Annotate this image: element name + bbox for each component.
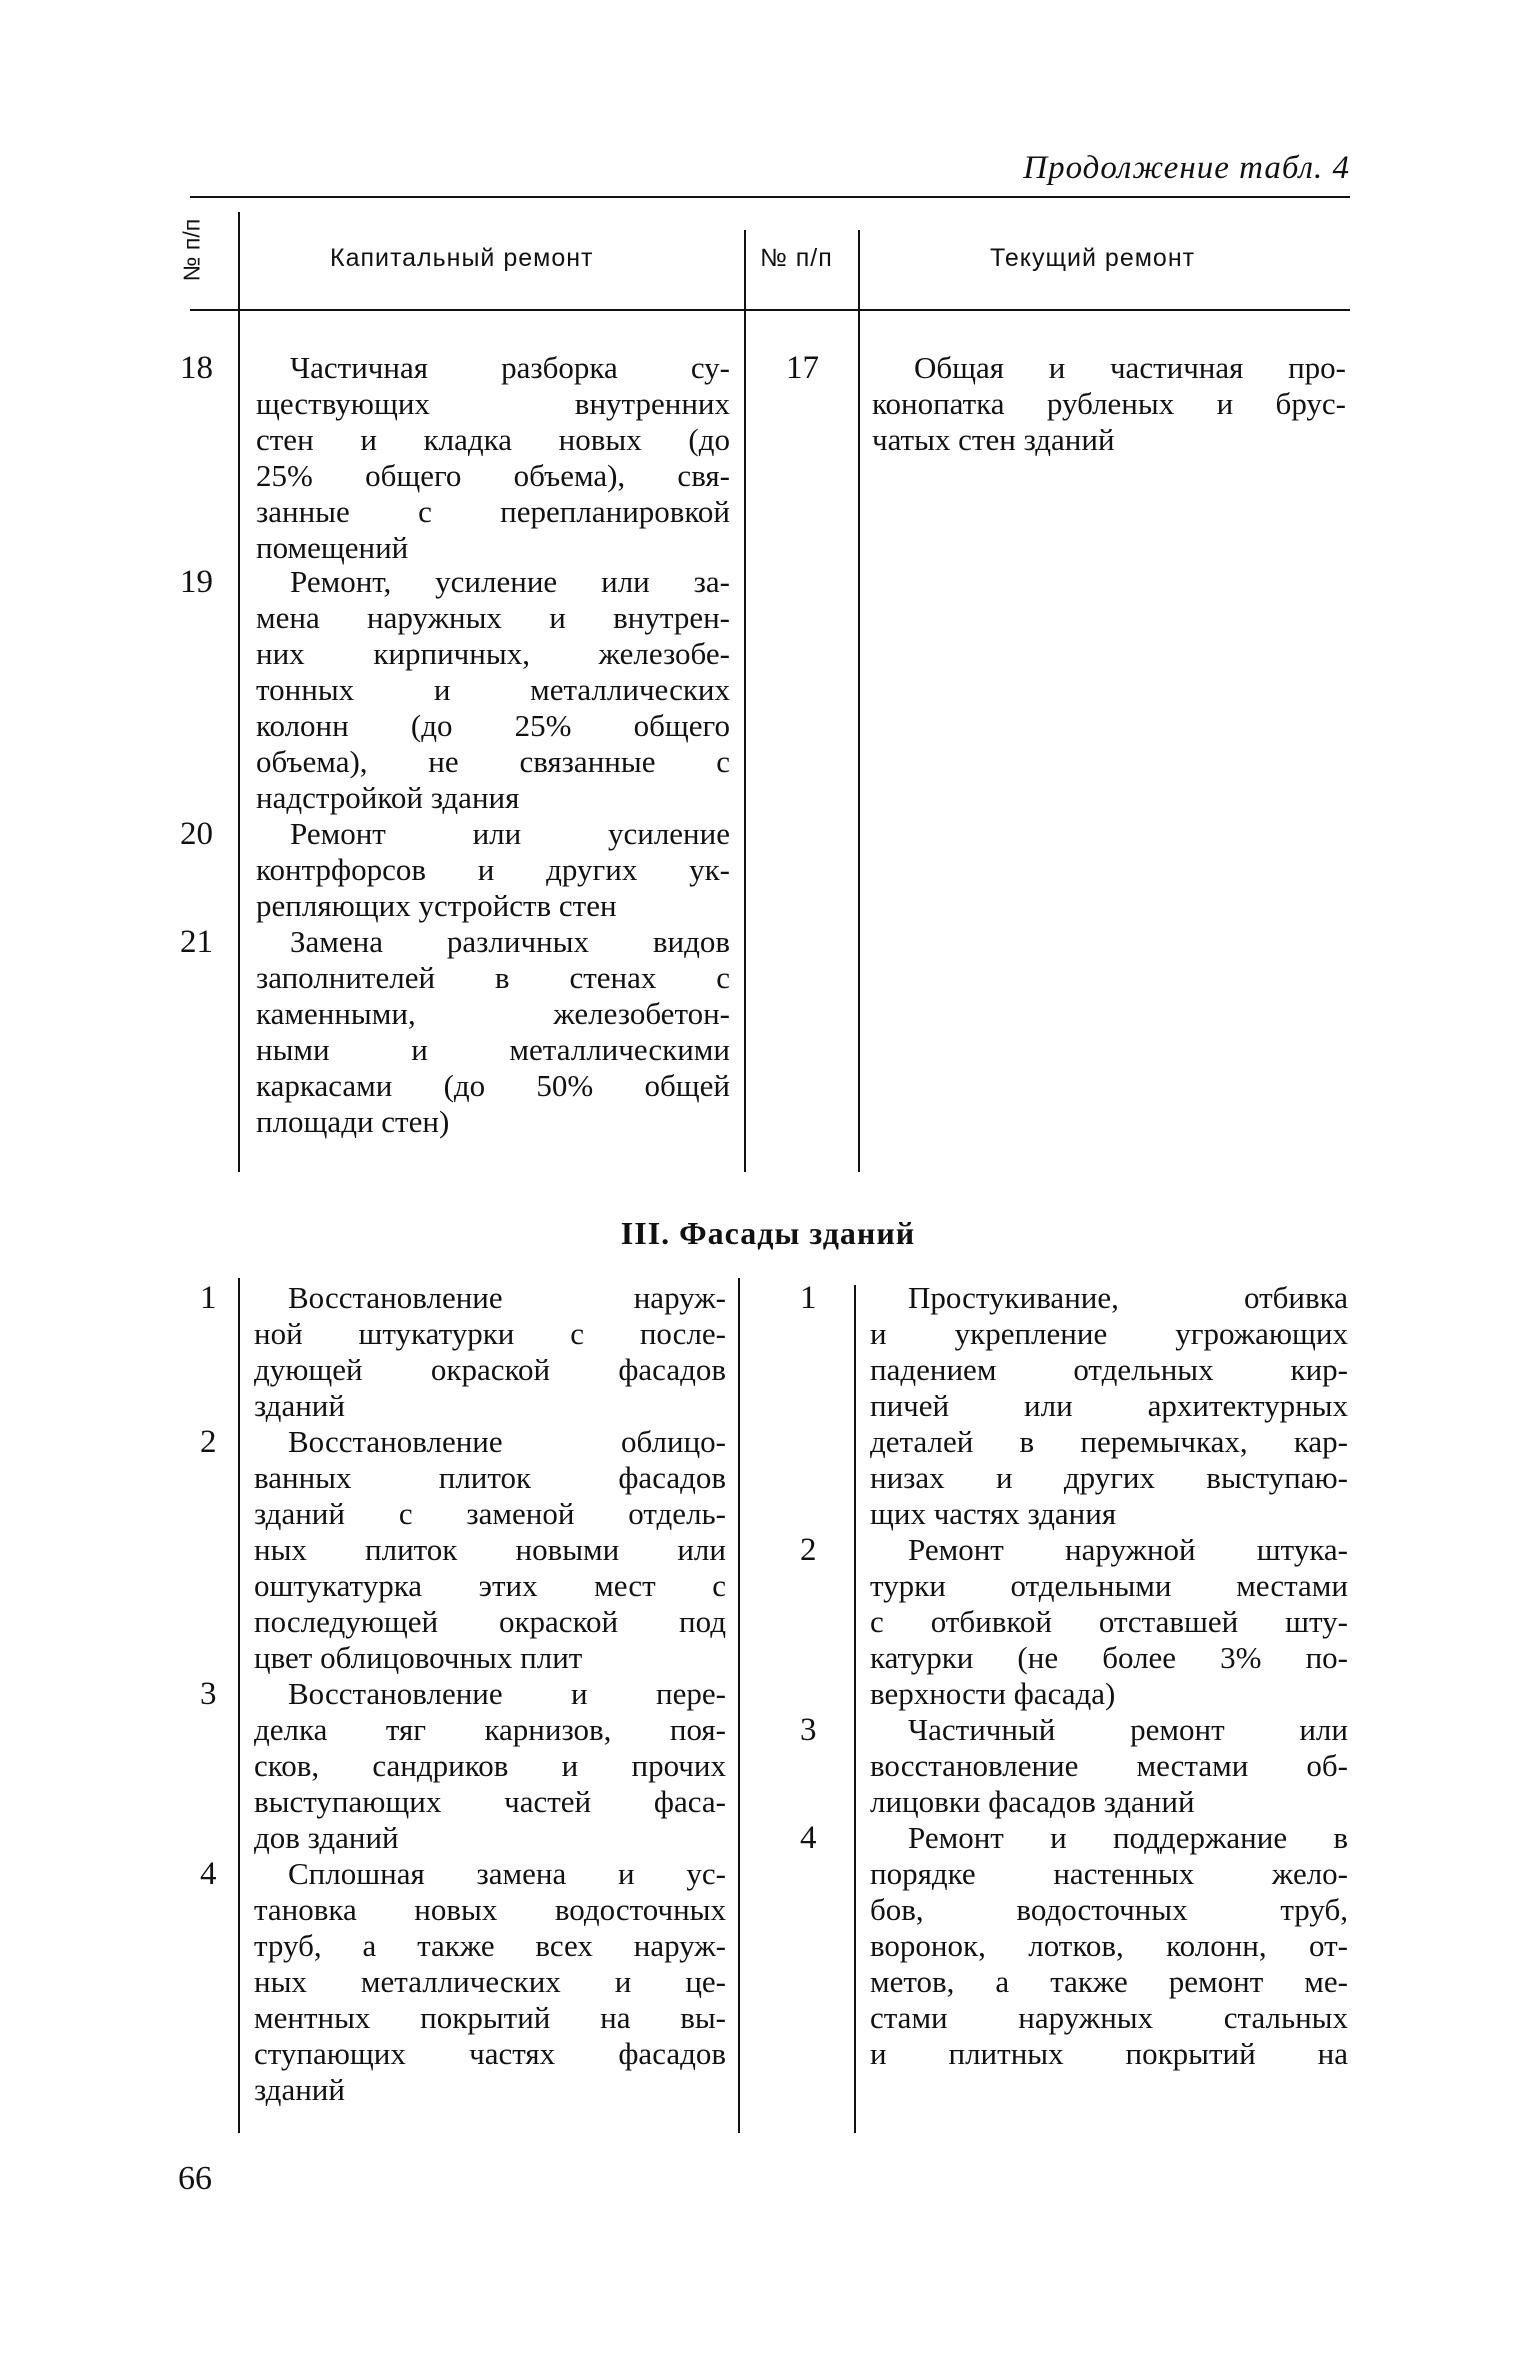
text-line: каркасами (до 50% общей bbox=[256, 1068, 730, 1103]
text-line: последующей окраской под bbox=[254, 1604, 726, 1639]
text-line: лицовки фасадов зданий bbox=[870, 1784, 1195, 1819]
header-capital-repair: Капитальный ремонт bbox=[330, 244, 594, 272]
row-number: 2 bbox=[800, 1532, 817, 1568]
facade-current-item-1 bbox=[870, 1280, 1348, 1532]
text-line: Частичная разборка су- bbox=[290, 350, 730, 385]
text-line: труб, а также всех наруж- bbox=[254, 1928, 726, 1963]
text-line: Восстановление наруж- bbox=[288, 1280, 726, 1315]
current-item-17 bbox=[872, 350, 1346, 458]
text-line: щих частях здания bbox=[870, 1496, 1117, 1531]
facade-capital-item-2 bbox=[254, 1424, 726, 1676]
text-line: оштукатурка этих мест с bbox=[254, 1568, 726, 1603]
text-line: восстановление местами об- bbox=[870, 1748, 1348, 1783]
text-line: с отбивкой отставшей шту- bbox=[870, 1604, 1348, 1639]
text-line: Общая и частичная про- bbox=[914, 350, 1346, 385]
text-line: цвет облицовочных плит bbox=[254, 1640, 583, 1675]
facade-current-item-4 bbox=[870, 1820, 1348, 2072]
text-line: заполнителей в стенах с bbox=[256, 960, 730, 995]
text-line: стен и кладка новых (до bbox=[256, 422, 730, 457]
text-line: чатых стен зданий bbox=[872, 422, 1115, 457]
text-line: Простукивание, отбивка bbox=[908, 1280, 1348, 1315]
facade-current-item-2 bbox=[870, 1532, 1348, 1712]
row-number: 17 bbox=[786, 350, 819, 386]
text-line: верхности фасада) bbox=[870, 1676, 1116, 1711]
header-num-left: № п/п bbox=[178, 218, 205, 282]
text-line: Сплошная замена и ус- bbox=[288, 1856, 726, 1891]
text-line: падением отдельных кир- bbox=[870, 1352, 1348, 1387]
text-line: Ремонт или усиление bbox=[290, 816, 730, 851]
header-num-right: № п/п bbox=[760, 244, 833, 272]
row-number: 21 bbox=[180, 924, 213, 960]
text-line: надстройкой здания bbox=[256, 780, 520, 815]
section-title-facades: III. Фасады зданий bbox=[620, 1215, 916, 1251]
text-line: дующей окраской фасадов bbox=[254, 1352, 726, 1387]
row-number: 1 bbox=[200, 1280, 217, 1316]
text-line: и укрепление угрожающих bbox=[870, 1316, 1348, 1351]
text-line: и плитных покрытий на bbox=[870, 2036, 1348, 2071]
text-line: Ремонт и поддержание в bbox=[908, 1820, 1348, 1855]
row-number: 4 bbox=[800, 1820, 817, 1856]
facade-capital-item-1 bbox=[254, 1280, 726, 1424]
column-rule-1 bbox=[238, 1278, 240, 2133]
text-line: зданий bbox=[254, 2072, 345, 2107]
text-line: выступающих частей фаса- bbox=[254, 1784, 726, 1819]
row-number: 1 bbox=[800, 1280, 817, 1316]
row-number: 2 bbox=[200, 1424, 217, 1460]
text-line: Восстановление и пере- bbox=[288, 1676, 726, 1711]
text-line: ванных плиток фасадов bbox=[254, 1460, 726, 1495]
text-line: катурки (не более 3% по- bbox=[870, 1640, 1348, 1675]
text-line: ступающих частях фасадов bbox=[254, 2036, 726, 2071]
text-line: пичей или архитектурных bbox=[870, 1388, 1348, 1423]
column-rule-3 bbox=[858, 230, 860, 1172]
page-number: 66 bbox=[178, 2160, 212, 2197]
capital-item-20 bbox=[256, 816, 730, 924]
text-line: стами наружных стальных bbox=[870, 2000, 1348, 2035]
header-bottom-rule bbox=[190, 309, 1350, 311]
row-number: 4 bbox=[200, 1856, 217, 1892]
text-line: турки отдельными местами bbox=[870, 1568, 1348, 1603]
capital-item-19 bbox=[256, 564, 730, 816]
column-rule-2 bbox=[744, 230, 746, 1172]
text-line: низах и других выступаю- bbox=[870, 1460, 1348, 1495]
text-line: каменными, железобетон- bbox=[256, 996, 730, 1031]
facade-capital-item-3 bbox=[254, 1676, 726, 1856]
column-rule-3 bbox=[854, 1285, 856, 2133]
header-current-repair: Текущий ремонт bbox=[990, 244, 1196, 272]
text-line: 25% общего объема), свя- bbox=[256, 458, 730, 493]
row-number: 3 bbox=[800, 1712, 817, 1748]
column-rule-2 bbox=[738, 1278, 740, 2133]
row-number: 3 bbox=[200, 1676, 217, 1712]
text-line: Частичный ремонт или bbox=[908, 1712, 1348, 1747]
row-number: 20 bbox=[180, 816, 213, 852]
text-line: зданий с заменой отдель- bbox=[254, 1496, 726, 1531]
row-number: 19 bbox=[180, 564, 213, 600]
text-line: ществующих внутренних bbox=[256, 386, 730, 421]
capital-item-18 bbox=[256, 350, 730, 566]
header-top-rule bbox=[190, 196, 1350, 198]
text-line: метов, а также ремонт ме- bbox=[870, 1964, 1348, 1999]
text-line: бов, водосточных труб, bbox=[870, 1892, 1348, 1927]
text-line: делка тяг карнизов, поя- bbox=[254, 1712, 726, 1747]
text-line: ментных покрытий на вы- bbox=[254, 2000, 726, 2035]
text-line: ными и металлическими bbox=[256, 1032, 730, 1067]
text-line: тановка новых водосточных bbox=[254, 1892, 726, 1927]
text-line: них кирпичных, железобе- bbox=[256, 636, 730, 671]
text-line: контрфорсов и других ук- bbox=[256, 852, 730, 887]
text-line: порядке настенных жело- bbox=[870, 1856, 1348, 1891]
text-line: помещений bbox=[256, 530, 409, 565]
text-line: сков, сандриков и прочих bbox=[254, 1748, 726, 1783]
text-line: объема), не связанные с bbox=[256, 744, 730, 779]
row-number: 18 bbox=[180, 350, 213, 386]
text-line: тонных и металлических bbox=[256, 672, 730, 707]
text-line: колонн (до 25% общего bbox=[256, 708, 730, 743]
text-line: конопатка рубленых и брус- bbox=[872, 386, 1346, 421]
text-line: деталей в перемычках, кар- bbox=[870, 1424, 1348, 1459]
text-line: Ремонт наружной штука- bbox=[908, 1532, 1348, 1567]
text-line: занные с перепланировкой bbox=[256, 494, 730, 529]
text-line: воронок, лотков, колонн, от- bbox=[870, 1928, 1348, 1963]
facade-current-item-3 bbox=[870, 1712, 1348, 1820]
text-line: Замена различных видов bbox=[290, 924, 730, 959]
text-line: дов зданий bbox=[254, 1820, 399, 1855]
text-line: ных плиток новыми или bbox=[254, 1532, 726, 1567]
text-line: Ремонт, усиление или за- bbox=[290, 564, 730, 599]
text-line: площади стен) bbox=[256, 1104, 450, 1139]
text-line: ной штукатурки с после- bbox=[254, 1316, 726, 1351]
text-line: ных металлических и це- bbox=[254, 1964, 726, 1999]
text-line: Восстановление облицо- bbox=[288, 1424, 726, 1459]
text-line: мена наружных и внутрен- bbox=[256, 600, 730, 635]
text-line: зданий bbox=[254, 1388, 345, 1423]
capital-item-21 bbox=[256, 924, 730, 1140]
text-line: репляющих устройств стен bbox=[256, 888, 617, 923]
table-continuation-caption: Продолжение табл. 4 bbox=[1023, 150, 1350, 186]
column-rule-1 bbox=[238, 212, 240, 1172]
facade-capital-item-4 bbox=[254, 1856, 726, 2108]
